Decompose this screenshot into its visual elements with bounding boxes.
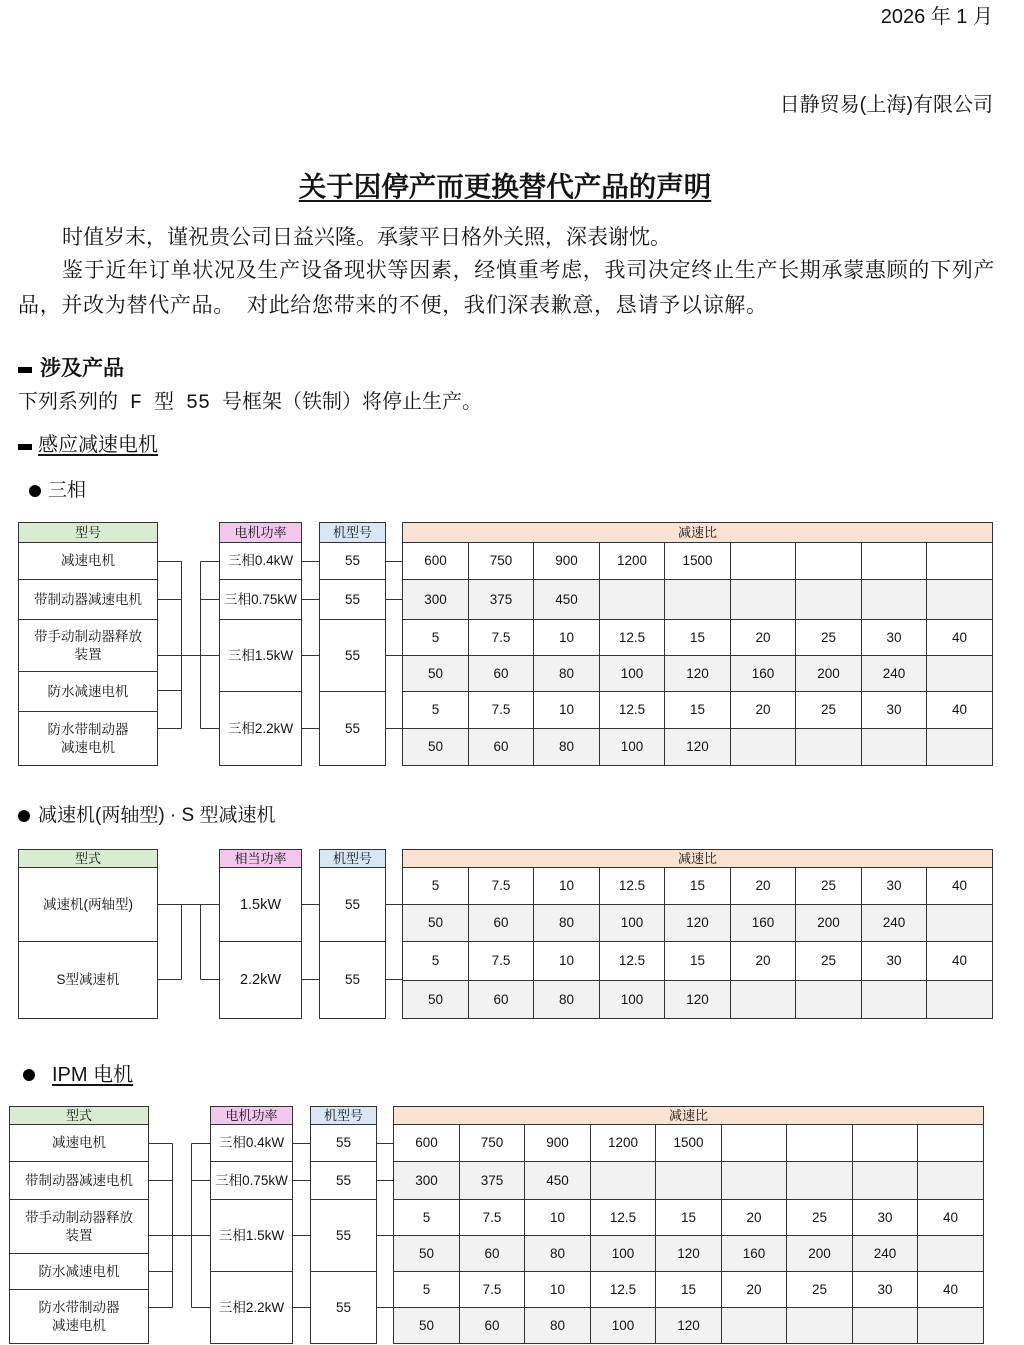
affected-products-heading: 涉及产品 [40, 356, 124, 380]
ratio-cell: 1200 [590, 1124, 656, 1162]
model-cell: 带制动器减速电机 [9, 1161, 149, 1200]
ratio-cell: 240 [861, 904, 927, 942]
ratio-cell: 80 [524, 1307, 591, 1344]
power-cell: 三相0.75kW [219, 579, 302, 620]
ratio-cell-empty [655, 1161, 722, 1200]
ratio-cell: 900 [524, 1124, 591, 1162]
ratio-cell: 5 [393, 1199, 460, 1236]
ratio-cell-empty [721, 1307, 787, 1344]
ratio-cell: 100 [599, 980, 665, 1019]
document-date: 2026 年 1 月 [880, 6, 993, 28]
ratio-cell: 375 [459, 1161, 525, 1200]
ratio-cell-empty [664, 579, 731, 620]
ratio-cell-empty [795, 542, 862, 580]
ratio-cell: 7.5 [459, 1199, 525, 1236]
ratio-cell: 40 [917, 1199, 984, 1236]
ratio-cell: 12.5 [599, 867, 665, 905]
ratio-cell: 7.5 [468, 619, 534, 656]
ratio-cell: 120 [655, 1235, 722, 1272]
model-cell: 减速电机 [9, 1124, 149, 1162]
model-cell: S型减速机 [18, 941, 158, 1019]
greeting-paragraph: 时值岁末，谨祝贵公司日益兴隆。承蒙平日格外关照，深表谢忱。 [62, 225, 671, 249]
ratio-cell: 10 [524, 1271, 591, 1308]
ratio-cell-empty [786, 1161, 853, 1200]
frame-size-cell: 55 [319, 579, 386, 620]
ratio-cell: 7.5 [459, 1271, 525, 1308]
ratio-cell-empty [721, 1124, 787, 1162]
reduction-ratio-header: 减速比 [393, 1106, 984, 1125]
ratio-cell: 12.5 [599, 941, 665, 981]
ratio-cell: 120 [655, 1307, 722, 1344]
ratio-cell-empty [786, 1307, 853, 1344]
frame-size-cell: 55 [319, 542, 386, 580]
ratio-cell-empty [917, 1235, 984, 1272]
ratio-cell-empty [917, 1307, 984, 1344]
power-header: 电机功率 [219, 522, 302, 543]
ratio-cell: 120 [664, 728, 731, 766]
frame-size-cell: 55 [319, 867, 386, 942]
ratio-cell-empty [917, 1124, 984, 1162]
ratio-cell-empty [590, 1161, 656, 1200]
ratio-cell: 12.5 [599, 619, 665, 656]
ratio-cell: 15 [664, 619, 731, 656]
ratio-cell-empty [852, 1307, 918, 1344]
ratio-cell: 10 [533, 619, 600, 656]
ratio-cell: 5 [402, 867, 469, 905]
model-cell: 防水减速电机 [9, 1253, 149, 1290]
affected-products-note: 下列系列的 F 型 55 号框架（铁制）将停止生产。 [18, 392, 483, 415]
ratio-cell: 12.5 [599, 691, 665, 729]
ratio-cell: 1500 [664, 542, 731, 580]
ratio-cell: 30 [861, 941, 927, 981]
ratio-cell-empty [926, 542, 993, 580]
ratio-cell: 7.5 [468, 867, 534, 905]
frame-size-header: 机型号 [310, 1106, 377, 1125]
ratio-cell: 25 [795, 941, 862, 981]
model-cell: 带手动制动器释放 装置 [9, 1199, 149, 1254]
ratio-cell: 60 [468, 980, 534, 1019]
ratio-cell: 120 [664, 904, 731, 942]
gear-reducer-label: 减速机(两轴型) · S 型减速机 [38, 805, 276, 826]
ratio-cell: 7.5 [468, 691, 534, 729]
ratio-cell: 300 [393, 1161, 460, 1200]
ratio-cell: 20 [721, 1271, 787, 1308]
ratio-cell-empty [926, 904, 993, 942]
ratio-cell-empty [861, 579, 927, 620]
section-marker-icon [18, 367, 32, 373]
ratio-cell: 15 [664, 867, 731, 905]
ratio-cell: 30 [852, 1271, 918, 1308]
ratio-cell: 100 [590, 1307, 656, 1344]
ratio-cell: 20 [730, 691, 796, 729]
company-name: 日静贸易(上海)有限公司 [779, 94, 993, 116]
model-cell: 防水带制动器 减速电机 [18, 711, 158, 766]
reduction-ratio-header: 减速比 [402, 522, 993, 543]
ipm-motor-table [9, 1106, 985, 1344]
frame-size-header: 机型号 [319, 849, 386, 868]
ratio-cell: 40 [926, 619, 993, 656]
three-phase-label: 三相 [48, 480, 87, 501]
ratio-cell: 40 [917, 1271, 984, 1308]
ratio-cell-empty [795, 980, 862, 1019]
notice-paragraph-line-1: 鉴于近年订单状况及生产设备现状等因素，经慎重考虑，我司决定终止生产长期承蒙惠顾的下列产 [62, 258, 996, 282]
ratio-cell: 25 [786, 1271, 853, 1308]
gear-reducer-table [18, 849, 994, 1019]
ratio-cell: 50 [402, 728, 469, 766]
ratio-cell-empty [926, 728, 993, 766]
ratio-cell: 40 [926, 691, 993, 729]
ratio-cell: 100 [599, 728, 665, 766]
ratio-cell-empty [730, 579, 796, 620]
ratio-cell: 80 [524, 1235, 591, 1272]
ratio-cell: 60 [468, 655, 534, 692]
bullet-icon [23, 1069, 35, 1081]
ratio-cell: 200 [786, 1235, 853, 1272]
ratio-cell: 50 [402, 655, 469, 692]
ratio-cell: 60 [468, 904, 534, 942]
ratio-cell: 15 [664, 691, 731, 729]
notice-paragraph-line-2: 品，并改为替代产品。 对此给您带来的不便，我们深表歉意，恳请予以谅解。 [18, 293, 768, 317]
ratio-cell-empty [926, 980, 993, 1019]
ratio-cell: 7.5 [468, 941, 534, 981]
ratio-cell: 160 [730, 655, 796, 692]
ratio-cell: 100 [599, 904, 665, 942]
ipm-motor-label: IPM 电机 [52, 1064, 134, 1086]
ratio-cell: 30 [852, 1199, 918, 1236]
model-cell: 减速电机 [18, 542, 158, 580]
power-cell: 三相0.4kW [219, 542, 302, 580]
section-marker-icon [18, 444, 32, 450]
ratio-cell: 200 [795, 655, 862, 692]
ratio-cell: 240 [861, 655, 927, 692]
model-cell: 防水减速电机 [18, 671, 158, 712]
frame-size-cell: 55 [319, 619, 386, 692]
ratio-cell: 60 [468, 728, 534, 766]
ratio-cell: 600 [393, 1124, 460, 1162]
ratio-cell: 20 [730, 941, 796, 981]
ratio-cell: 15 [655, 1271, 722, 1308]
model-header: 型号 [18, 522, 158, 543]
ratio-cell: 40 [926, 941, 993, 981]
ratio-cell-empty [730, 542, 796, 580]
ratio-cell: 50 [402, 980, 469, 1019]
ratio-cell: 40 [926, 867, 993, 905]
model-cell: 防水带制动器 减速电机 [9, 1289, 149, 1344]
ratio-cell-empty [795, 579, 862, 620]
ratio-cell: 5 [402, 691, 469, 729]
bullet-icon [18, 810, 30, 822]
ratio-cell: 50 [393, 1235, 460, 1272]
power-cell: 三相2.2kW [219, 691, 302, 766]
ratio-cell: 30 [861, 691, 927, 729]
reduction-ratio-header: 减速比 [402, 849, 993, 868]
power-cell: 三相0.75kW [210, 1161, 293, 1200]
ratio-cell: 10 [524, 1199, 591, 1236]
ratio-cell-empty [599, 579, 665, 620]
model-cell: 减速机(两轴型) [18, 867, 158, 942]
model-cell: 带手动制动器释放 装置 [18, 619, 158, 672]
model-header: 型式 [18, 849, 158, 868]
power-cell: 三相1.5kW [210, 1199, 293, 1272]
ratio-cell: 10 [533, 867, 600, 905]
product-category-heading: 感应减速电机 [38, 434, 158, 456]
power-cell: 三相0.4kW [210, 1124, 293, 1162]
ratio-cell: 450 [524, 1161, 591, 1200]
frame-size-cell: 55 [319, 691, 386, 766]
ratio-cell: 80 [533, 980, 600, 1019]
ratio-cell: 30 [861, 867, 927, 905]
power-header: 相当功率 [219, 849, 302, 868]
ratio-cell: 60 [459, 1307, 525, 1344]
three-phase-motor-table [18, 522, 994, 766]
frame-size-cell: 55 [310, 1199, 377, 1272]
power-cell: 2.2kW [219, 941, 302, 1019]
power-header: 电机功率 [210, 1106, 293, 1125]
ratio-cell-empty [730, 980, 796, 1019]
power-cell: 1.5kW [219, 867, 302, 942]
model-header: 型式 [9, 1106, 149, 1125]
ratio-cell-empty [917, 1161, 984, 1200]
ratio-cell-empty [926, 579, 993, 620]
ratio-cell-empty [786, 1124, 853, 1162]
ratio-cell: 50 [393, 1307, 460, 1344]
ratio-cell: 160 [721, 1235, 787, 1272]
model-cell: 带制动器减速电机 [18, 579, 158, 620]
ratio-cell-empty [861, 728, 927, 766]
ratio-cell: 100 [590, 1235, 656, 1272]
frame-size-cell: 55 [310, 1161, 377, 1200]
ratio-cell: 600 [402, 542, 469, 580]
ratio-cell: 20 [721, 1199, 787, 1236]
bullet-icon [29, 485, 41, 497]
ratio-cell: 5 [402, 619, 469, 656]
ratio-cell: 750 [459, 1124, 525, 1162]
ratio-cell: 80 [533, 655, 600, 692]
power-cell: 三相1.5kW [219, 619, 302, 692]
frame-size-cell: 55 [310, 1271, 377, 1344]
ratio-cell-empty [730, 728, 796, 766]
ratio-cell: 160 [730, 904, 796, 942]
ratio-cell: 200 [795, 904, 862, 942]
ratio-cell: 80 [533, 904, 600, 942]
ratio-cell: 1500 [655, 1124, 722, 1162]
ratio-cell-empty [926, 655, 993, 692]
ratio-cell: 80 [533, 728, 600, 766]
ratio-cell: 240 [852, 1235, 918, 1272]
power-cell: 三相2.2kW [210, 1271, 293, 1344]
ratio-cell: 450 [533, 579, 600, 620]
ratio-cell: 1200 [599, 542, 665, 580]
ratio-cell: 120 [664, 980, 731, 1019]
ratio-cell-empty [795, 728, 862, 766]
ratio-cell: 20 [730, 867, 796, 905]
ratio-cell: 12.5 [590, 1199, 656, 1236]
ratio-cell-empty [861, 542, 927, 580]
ratio-cell: 375 [468, 579, 534, 620]
ratio-cell: 300 [402, 579, 469, 620]
ratio-cell: 5 [393, 1271, 460, 1308]
ratio-cell: 10 [533, 691, 600, 729]
ratio-cell: 15 [655, 1199, 722, 1236]
ratio-cell-empty [852, 1124, 918, 1162]
ratio-cell: 12.5 [590, 1271, 656, 1308]
ratio-cell-empty [721, 1161, 787, 1200]
ratio-cell: 60 [459, 1235, 525, 1272]
ratio-cell: 25 [795, 691, 862, 729]
document-title: 关于因停产而更换替代产品的声明 [298, 171, 712, 202]
ratio-cell: 20 [730, 619, 796, 656]
frame-size-cell: 55 [310, 1124, 377, 1162]
ratio-cell: 25 [795, 867, 862, 905]
ratio-cell: 25 [795, 619, 862, 656]
ratio-cell: 50 [402, 904, 469, 942]
ratio-cell: 750 [468, 542, 534, 580]
ratio-cell-empty [861, 980, 927, 1019]
ratio-cell: 100 [599, 655, 665, 692]
frame-size-cell: 55 [319, 941, 386, 1019]
ratio-cell: 30 [861, 619, 927, 656]
ratio-cell: 120 [664, 655, 731, 692]
ratio-cell: 15 [664, 941, 731, 981]
frame-size-header: 机型号 [319, 522, 386, 543]
ratio-cell: 10 [533, 941, 600, 981]
ratio-cell: 25 [786, 1199, 853, 1236]
ratio-cell-empty [852, 1161, 918, 1200]
ratio-cell: 900 [533, 542, 600, 580]
ratio-cell: 5 [402, 941, 469, 981]
